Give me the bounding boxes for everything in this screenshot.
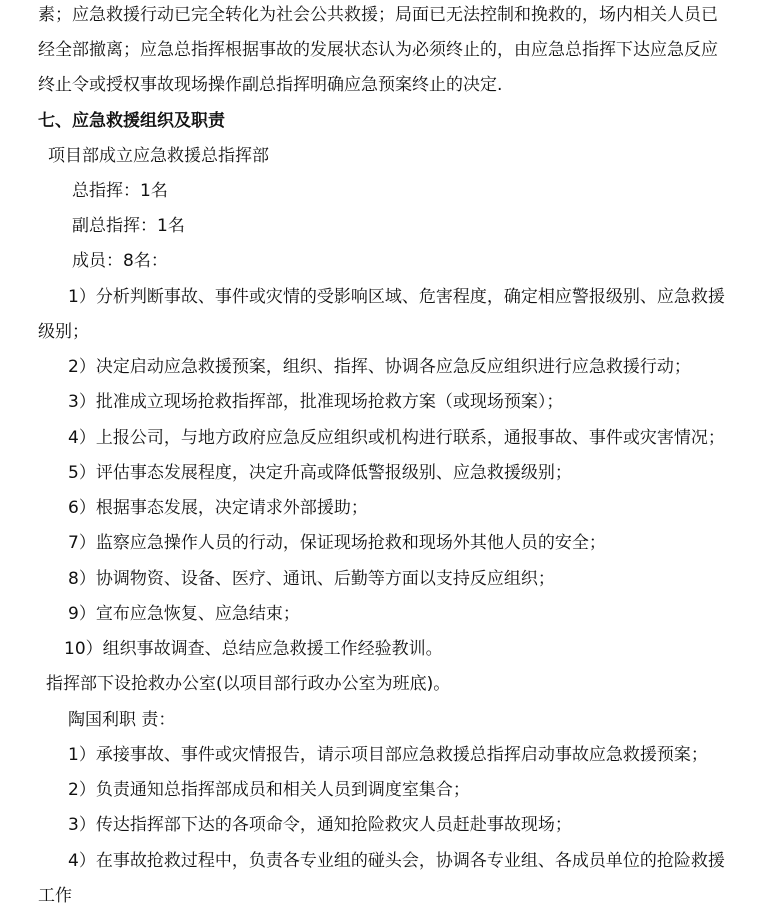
duty-item-8: 8）协调物资、设备、医疗、通讯、后勤等方面以支持反应组织； [68,569,555,589]
office-duty-4-cont: 工作 [38,886,72,906]
duty-item-6: 6）根据事态发展，决定请求外部援助； [68,498,368,518]
duty-item-5: 5）评估事态发展程度，决定升高或降低警报级别、应急救援级别； [68,463,572,483]
office-duty-4: 4）在事故抢救过程中，负责各专业组的碰头会，协调各专业组、各成员单位的抢险救援 [68,851,725,871]
office-duty-3: 3）传达指挥部下达的各项命令，通知抢险救灾人员赶赴事故现场； [68,815,572,835]
duty-item-3: 3）批准成立现场抢救指挥部，批准现场抢救方案（或现场预案）； [68,392,564,412]
office-duty-2: 2）负责通知总指挥部成员和相关人员到调度室集合； [68,780,470,800]
duty-item-1: 1）分析判断事故、事件或灾情的受影响区域、危害程度，确定相应警报级别、应急救援 [68,287,725,307]
deputy-commander-count: 副总指挥：1名 [72,216,185,236]
duty-item-4: 4）上报公司，与地方政府应急反应组织或机构进行联系，通报事故、事件或灾害情况； [68,428,725,448]
paragraph-line-2: 经全部撤离；应急总指挥根据事故的发展状态认为必须终止的，由应急总指挥下达应急反应 [38,40,718,60]
duty-item-10: 10）组织事故调查、总结应急救援工作经验教训。 [64,639,443,659]
paragraph-line-3: 终止令或授权事故现场操作副总指挥明确应急预案终止的决定. [38,75,503,95]
office-duty-1: 1）承接事故、事件或灾情报告，请示项目部应急救援总指挥启动事故应急救援预案； [68,745,708,765]
duty-item-2: 2）决定启动应急救援预案，组织、指挥、协调各应急反应组织进行应急救援行动； [68,357,691,377]
office-title: 指挥部下设抢救办公室(以项目部行政办公室为班底)。 [46,674,451,694]
commander-count: 总指挥：1名 [72,181,168,201]
member-count: 成员：8名： [72,251,168,271]
duty-item-1-cont: 级别； [38,322,89,342]
office-duties-label: 陶国利职 责： [68,710,176,730]
subsection-title: 项目部成立应急救援总指挥部 [48,146,269,166]
duty-item-7: 7）监察应急操作人员的行动，保证现场抢救和现场外其他人员的安全； [68,533,606,553]
duty-item-9: 9）宣布应急恢复、应急结束； [68,604,300,624]
paragraph-line-1: 素；应急救援行动已完全转化为社会公共救援；局面已无法控制和挽救的，场内相关人员已 [38,5,718,25]
section-heading: 七、应急救援组织及职责 [38,111,225,131]
